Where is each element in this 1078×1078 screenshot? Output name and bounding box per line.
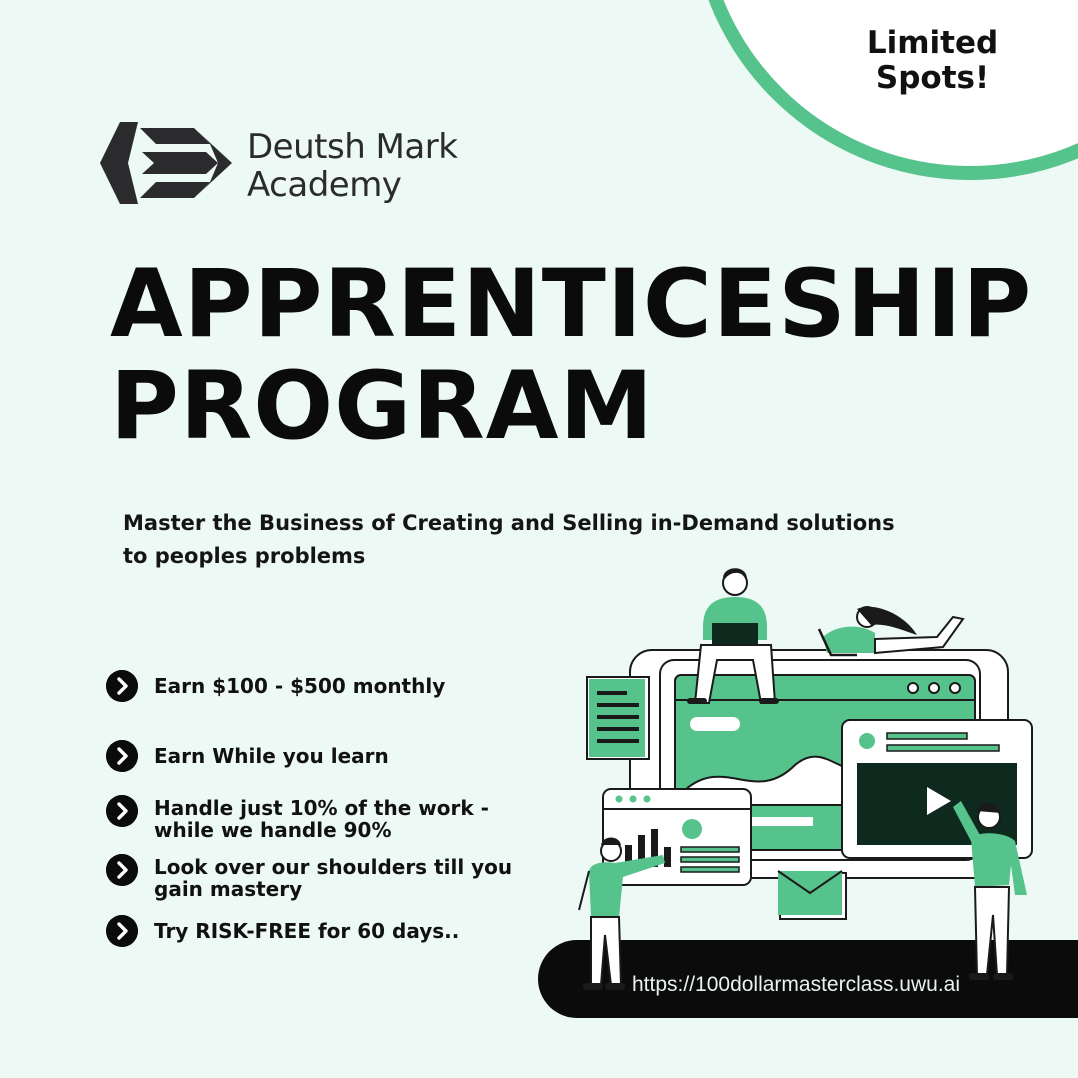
list-item-line: while we handle 90%	[154, 818, 392, 842]
list-item	[106, 915, 536, 947]
limited-spots-text	[850, 26, 1015, 96]
list-item-line: Handle just 10% of the work -	[154, 796, 489, 820]
website-url-link[interactable]: https://100dollarmasterclass.uwu.ai	[632, 973, 960, 996]
page-title	[110, 250, 1033, 461]
badge-line-2: Spots!	[875, 60, 990, 96]
list-item	[106, 670, 536, 702]
list-item-line: Try RISK-FREE for 60 days..	[154, 919, 460, 943]
brand-line-1: Deutsh Mark	[247, 127, 458, 167]
chevron-right-icon	[106, 915, 138, 947]
chevron-right-icon	[106, 740, 138, 772]
list-item-line: Look over our shoulders till you	[154, 855, 513, 879]
list-item-text	[154, 740, 389, 767]
academy-logo-icon	[98, 120, 234, 206]
chevron-right-icon	[106, 795, 138, 827]
title-line-1: APPRENTICESHIP	[110, 250, 1033, 359]
list-item-text	[154, 670, 445, 697]
list-item-text	[154, 915, 459, 942]
brand-line-2: Academy	[247, 165, 402, 205]
team-website-illustration-icon	[575, 565, 1045, 995]
list-item	[106, 854, 536, 900]
list-item	[106, 740, 536, 772]
list-item-text	[154, 795, 489, 841]
badge-line-1: Limited	[866, 25, 999, 61]
list-item-line: Earn While you learn	[154, 744, 389, 768]
list-item	[106, 795, 536, 841]
list-item-line: Earn $100 - $500 monthly	[154, 674, 446, 698]
chevron-right-icon	[106, 854, 138, 886]
list-item-line: gain mastery	[154, 877, 303, 901]
brand-name	[247, 128, 457, 204]
list-item-text	[154, 854, 512, 900]
chevron-right-icon	[106, 670, 138, 702]
subtitle: Master the Business of Creating and Selling in-Demand solutions to peoples problems	[123, 511, 895, 568]
title-line-2: PROGRAM	[110, 352, 655, 461]
